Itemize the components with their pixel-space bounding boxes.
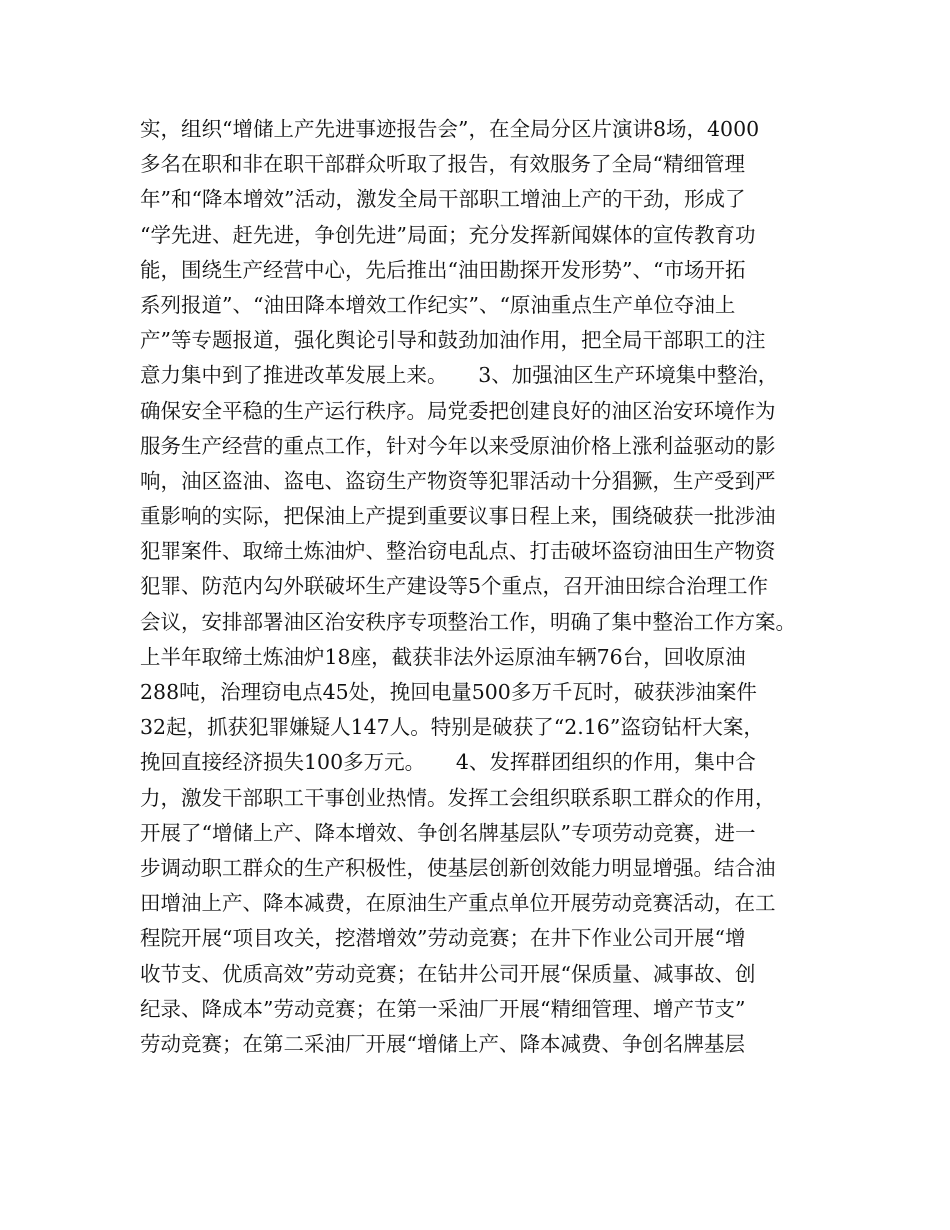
text-line: 288吨，治理窃电点45处，挽回电量500多万千瓦时，破获涉油案件 bbox=[140, 680, 757, 704]
text-line: 32起，抓获犯罪嫌疑人147人。特别是破获了“2.16”盗窃钻杆大案， bbox=[140, 715, 764, 740]
text-line: 确保安全平稳的生产运行秩序。局党委把创建良好的油区治安环境作为 bbox=[140, 398, 776, 423]
text-line: 开展了“增储上产、降本增效、争创名牌基层队”专项劳动竞赛，进一 bbox=[140, 820, 756, 845]
text-line: 实，组织“增储上产先进事迹报告会”，在全局分区片演讲8场，4000 bbox=[140, 117, 760, 141]
text-line: 田增油上产、降本减费，在原油生产重点单位开展劳动竞赛活动，在工 bbox=[140, 891, 776, 916]
text-line: 犯罪、防范内勾外联破坏生产建设等5个重点，召开油田综合治理工作 bbox=[140, 574, 769, 599]
text-line: 劳动竞赛；在第二采油厂开展“增储上产、降本减费、争创名牌基层 bbox=[140, 1031, 745, 1056]
text-line: 力，激发干部职工干事创业热情。发挥工会组织联系职工群众的作用， bbox=[140, 785, 776, 810]
text-line: 纪录、降成本”劳动竞赛；在第一采油厂开展“精细管理、增产节支” bbox=[140, 996, 746, 1021]
text-line: 产”等专题报道，强化舆论引导和鼓劲加油作用，把全局干部职工的注 bbox=[140, 328, 766, 353]
text-line: 重影响的实际，把保油上产提到重要议事日程上来，围绕破获一批涉油 bbox=[140, 504, 776, 529]
text-line: 上半年取缔土炼油炉18座，截获非法外运原油车辆76台，回收原油 bbox=[140, 644, 746, 669]
text-line: 服务生产经营的重点工作，针对今年以来受原油价格上涨利益驱动的影 bbox=[140, 433, 776, 458]
text-line: 会议，安排部署油区治安秩序专项整治工作，明确了集中整治工作方案。 bbox=[140, 609, 796, 634]
text-line: 响，油区盗油、盗电、盗窃生产物资等犯罪活动十分猖獗，生产受到严 bbox=[140, 468, 776, 493]
text-line: 系列报道”、“油田降本增效工作纪实”、“原油重点生产单位夺油上 bbox=[140, 292, 736, 317]
text-line: 挽回直接经济损失100多万元。 4、发挥群团组织的作用，集中合 bbox=[140, 750, 756, 775]
text-line: 收节支、优质高效”劳动竞赛；在钻井公司开展“保质量、减事故、创 bbox=[140, 961, 756, 986]
text-line: 多名在职和非在职干部群众听取了报告，有效服务了全局“精细管理 bbox=[140, 152, 745, 177]
text-line: 能，围绕生产经营中心，先后推出“油田勘探开发形势”、“市场开拓 bbox=[140, 257, 746, 282]
text-line: 程院开展“项目攻关，挖潜增效”劳动竞赛；在井下作业公司开展“增 bbox=[140, 926, 746, 951]
text-line: “学先进、赶先进，争创先进”局面；充分发挥新闻媒体的宣传教育功 bbox=[140, 222, 756, 247]
text-line: 犯罪案件、取缔土炼油炉、整治窃电乱点、打击破坏盗窃油田生产物资 bbox=[140, 539, 776, 564]
text-line: 步调动职工群众的生产积极性，使基层创新创效能力明显增强。结合油 bbox=[140, 855, 776, 880]
text-line: 意力集中到了推进改革发展上来。 3、加强油区生产环境集中整治， bbox=[140, 363, 779, 388]
body-text bbox=[140, 112, 840, 1062]
text-line: 年”和“降本增效”活动，激发全局干部职工增油上产的干劲，形成了 bbox=[140, 187, 746, 212]
